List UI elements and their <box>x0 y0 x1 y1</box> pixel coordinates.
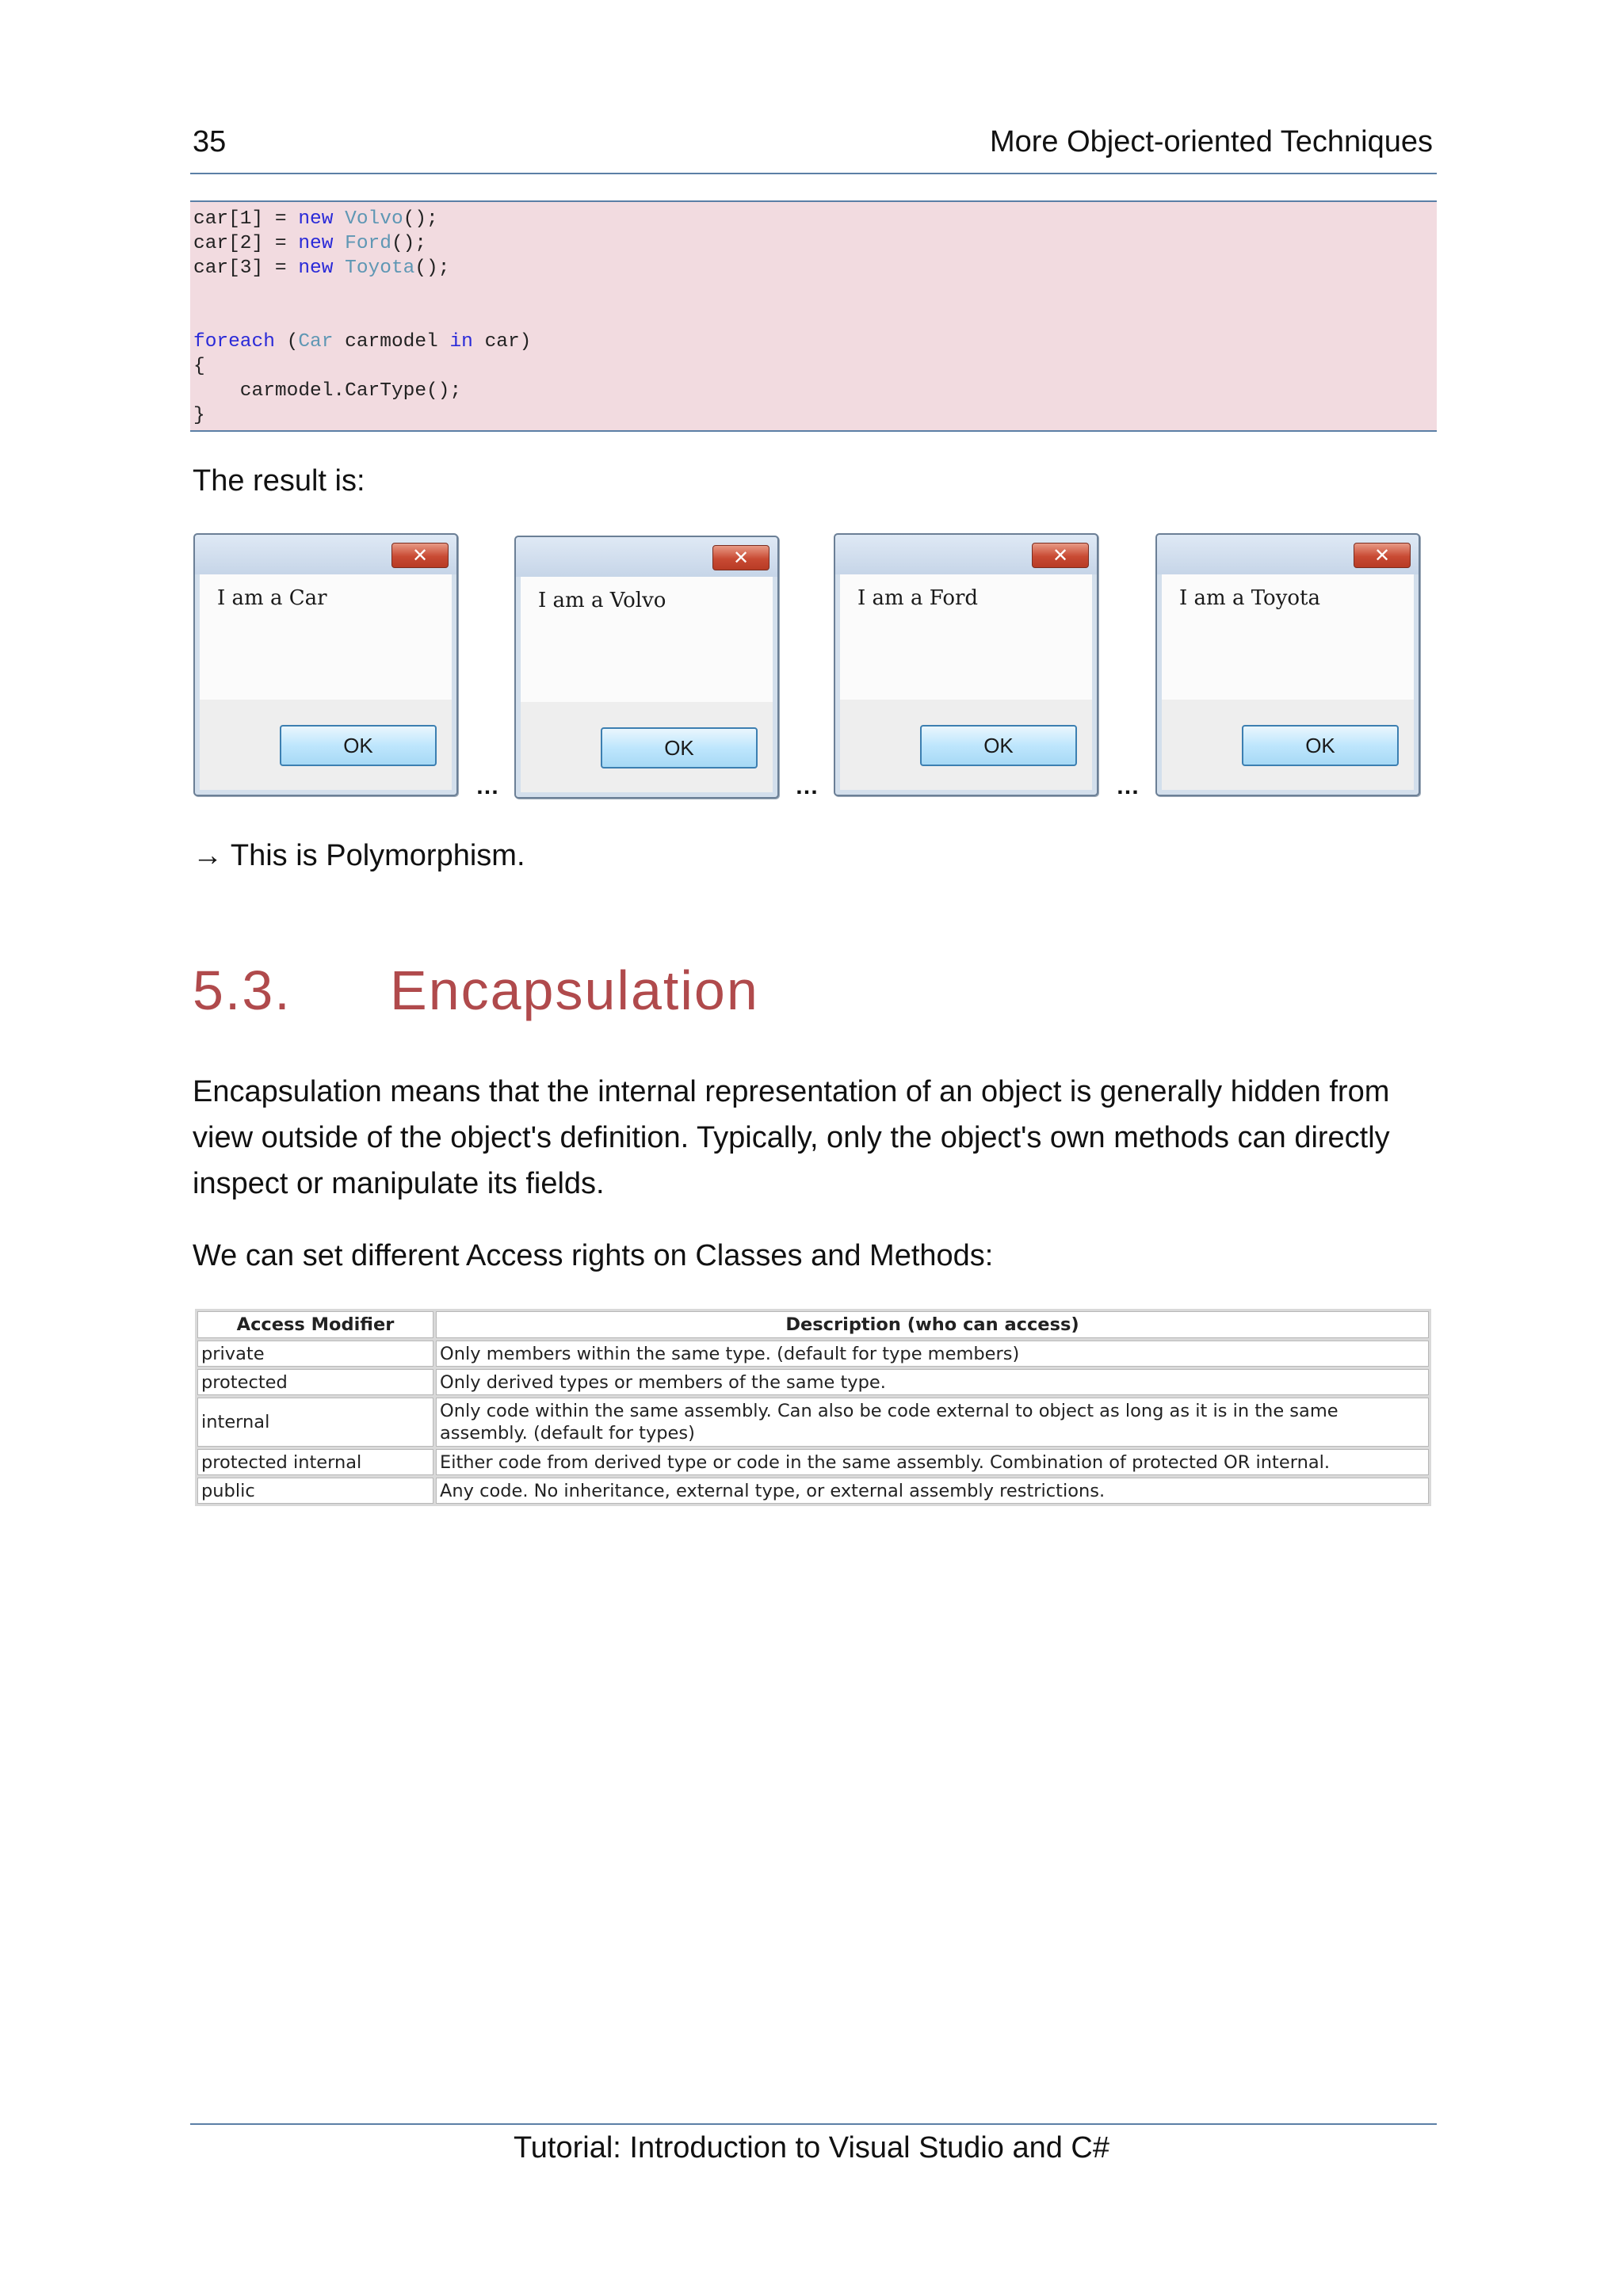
code-line-2: car[2] = new Ford(); <box>193 233 427 254</box>
close-button[interactable]: ✕ <box>1032 543 1089 568</box>
column-header: Access Modifier <box>197 1311 433 1338</box>
polymorphism-conclusion: → This is Polymorphism. <box>193 839 525 872</box>
footer-rule <box>190 2123 1437 2125</box>
message-box-volvo <box>514 536 779 799</box>
page-number: 35 <box>193 125 227 158</box>
description-cell: Either code from derived type or code in the same assembly. Combination of protected OR internal. <box>436 1449 1429 1475</box>
code-close-brace: } <box>193 405 205 426</box>
description-cell: Only members within the same type. (default for type members) <box>436 1341 1429 1367</box>
ok-button[interactable]: OK <box>601 727 758 769</box>
modifier-cell: protected internal <box>197 1449 433 1475</box>
column-header: Description (who can access) <box>436 1311 1429 1338</box>
table-row <box>197 1449 1429 1475</box>
table-header-row <box>197 1311 1429 1338</box>
ok-button[interactable]: OK <box>280 725 437 766</box>
message-box-ford <box>834 533 1098 796</box>
ellipsis: … <box>475 773 500 799</box>
access-modifier-table <box>195 1309 1431 1506</box>
header-rule <box>190 173 1437 174</box>
section-title: Encapsulation <box>390 959 759 1021</box>
message-box-toyota <box>1155 533 1420 796</box>
description-cell: Any code. No inheritance, external type, or external assembly restrictions. <box>436 1478 1429 1504</box>
code-block <box>190 200 1437 432</box>
page-footer: Tutorial: Introduction to Visual Studio and C# <box>513 2131 1109 2164</box>
message-box-car <box>193 533 458 796</box>
modifier-cell: public <box>197 1478 433 1504</box>
table-row <box>197 1398 1429 1447</box>
encapsulation-paragraph: Encapsulation means that the internal representation of an object is generally hidden from view outside of the object's definition. Typically, only the object's own methods can directly inspect or manipulate its fields. <box>193 1075 1390 1200</box>
code-open-brace: { <box>193 356 205 377</box>
access-rights-intro: We can set different Access rights on Classes and Methods: <box>193 1239 994 1272</box>
modifier-cell: private <box>197 1341 433 1367</box>
ellipsis: … <box>795 773 819 799</box>
code-body: carmodel.CarType(); <box>193 380 462 402</box>
ok-button[interactable]: OK <box>920 725 1077 766</box>
message-text: I am a Ford <box>857 586 979 610</box>
table-row <box>197 1478 1429 1504</box>
table-row <box>197 1369 1429 1395</box>
modifier-cell: internal <box>197 1398 433 1447</box>
message-text: I am a Toyota <box>1179 586 1320 610</box>
close-button[interactable]: ✕ <box>1354 543 1411 568</box>
code-line-3: car[3] = new Toyota(); <box>193 257 450 279</box>
section-number: 5.3. <box>193 959 292 1021</box>
close-button[interactable]: ✕ <box>391 543 449 568</box>
running-title: More Object-oriented Techniques <box>989 125 1433 158</box>
code-line-1: car[1] = new Volvo(); <box>193 208 438 230</box>
ok-button[interactable]: OK <box>1242 725 1399 766</box>
table-row <box>197 1341 1429 1367</box>
message-text: I am a Volvo <box>538 589 666 612</box>
close-button[interactable]: ✕ <box>712 545 769 570</box>
result-intro: The result is: <box>193 464 365 498</box>
description-cell: Only derived types or members of the same type. <box>436 1369 1429 1395</box>
modifier-cell: protected <box>197 1369 433 1395</box>
message-text: I am a Car <box>217 586 327 610</box>
description-cell: Only code within the same assembly. Can also be code external to object as long as it is in the same assembly. (default for types) <box>436 1398 1429 1447</box>
code-line-foreach: foreach (Car carmodel in car) <box>193 331 532 353</box>
ellipsis: … <box>1116 773 1140 799</box>
